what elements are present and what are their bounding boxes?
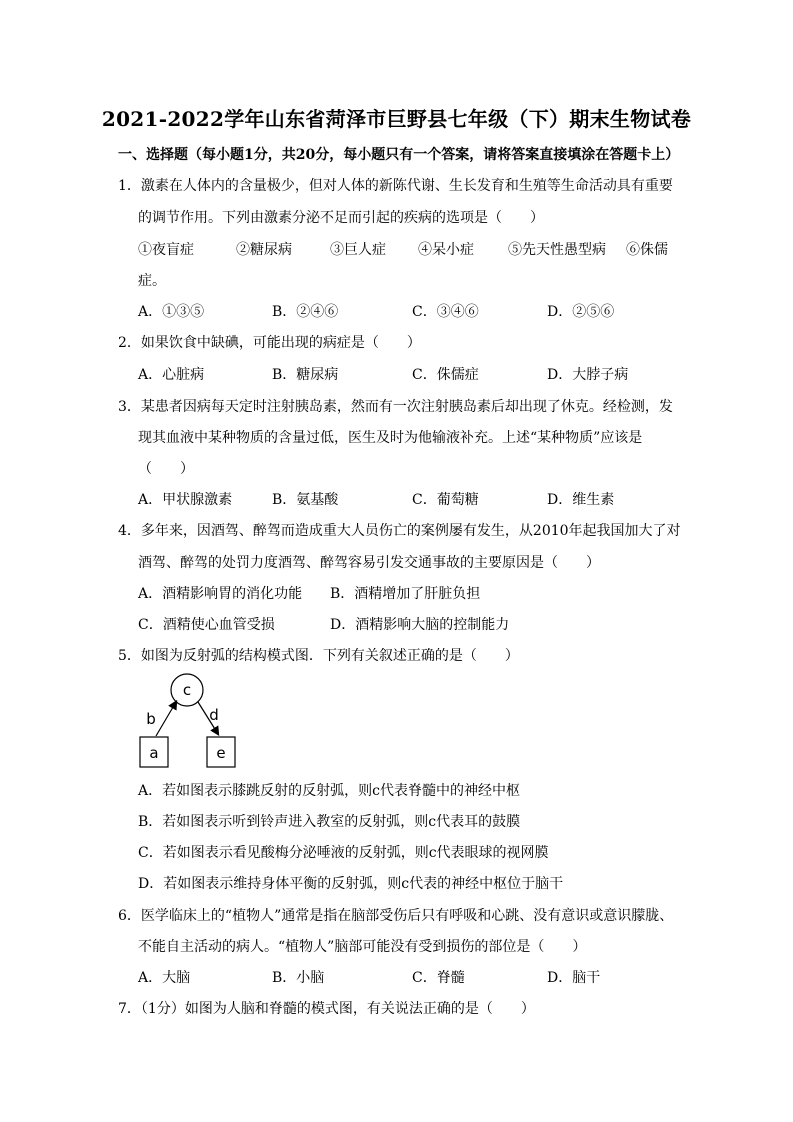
q6-line-1: 6．医学临床上的“植物人”通常是指在脑部受伤后只有呼吸和心跳、没有意识或意识朦胧、 <box>118 908 674 924</box>
node-a-label: a <box>149 744 159 762</box>
section-heading: 一、选择题（每小题1分，共20分，每小题只有一个答案，请将答案直接填涂在答题卡上） <box>118 147 680 163</box>
reflex-arc-diagram <box>132 670 252 780</box>
q2-line-1: 2．如果饮食中缺碘，可能出现的病症是（ ） <box>118 335 421 351</box>
node-c-label: c <box>182 681 192 699</box>
q7-line-1: 7．（1分）如图为人脑和脊髓的模式图，有关说法正确的是（ ） <box>118 1001 535 1017</box>
q5-option-b[interactable]: B．若如图表示听到铃声进入教室的反射弧，则c代表耳的鼓膜 <box>138 814 521 830</box>
q3-option-d[interactable]: D．维生素 <box>547 492 615 508</box>
q2-option-b[interactable]: B．糖尿病 <box>272 367 339 383</box>
q4-option-d[interactable]: D．酒精影响大脑的控制能力 <box>330 617 510 633</box>
q4-option-c[interactable]: C．酒精使心血管受损 <box>138 617 275 633</box>
arrow-b <box>156 702 176 736</box>
edge-b-label: b <box>146 710 156 728</box>
q4-line-1: 4．多年来，因酒驾、醉驾而造成重大人员伤亡的案例屡有发生，从2010年起我国加大了对 <box>118 523 681 539</box>
q1-item: ⑤先天性愚型病 <box>508 242 606 258</box>
q6-option-d[interactable]: D．脑干 <box>547 970 601 986</box>
q2-option-d[interactable]: D．大脖子病 <box>547 367 629 383</box>
q5-line-1: 5．如图为反射弧的结构模式图．下列有关叙述正确的是（ ） <box>118 648 519 664</box>
q3-option-a[interactable]: A．甲状腺激素 <box>138 492 233 508</box>
q1-line-1: 1．激素在人体内的含量极少，但对人体的新陈代谢、生长发育和生殖等生命活动具有重要 <box>118 178 673 194</box>
q1-line-2: 的调节作用。下列由激素分泌不足而引起的疾病的选项是（ ） <box>138 210 544 226</box>
node-e-label: e <box>216 744 226 762</box>
q1-option-b[interactable]: B．②④⑥ <box>272 304 339 320</box>
q2-option-c[interactable]: C．侏儒症 <box>412 367 479 383</box>
q1-item-continuation: 症。 <box>138 273 166 289</box>
q4-option-b[interactable]: B．酒精增加了肝脏负担 <box>330 586 481 602</box>
q3-option-b[interactable]: B．氨基酸 <box>272 492 339 508</box>
q6-option-c[interactable]: C．脊髓 <box>412 970 465 986</box>
q6-option-a[interactable]: A．大脑 <box>138 970 191 986</box>
q1-option-d[interactable]: D．②⑤⑥ <box>547 304 615 320</box>
q1-option-a[interactable]: A．①③⑤ <box>138 304 205 320</box>
q3-line-1: 3．某患者因病每天定时注射胰岛素，然而有一次注射胰岛素后却出现了休克。经检测，发 <box>118 399 673 415</box>
q3-option-c[interactable]: C．葡萄糖 <box>412 492 479 508</box>
q4-option-a[interactable]: A．酒精影响胃的消化功能 <box>138 586 303 602</box>
q1-item: ①夜盲症 <box>138 242 194 258</box>
q1-item: ④呆小症 <box>418 242 474 258</box>
q3-line-3: （ ） <box>138 461 194 477</box>
q1-item: ⑥侏儒 <box>626 242 668 258</box>
q1-item: ②糖尿病 <box>236 242 292 258</box>
exam-title: 2021-2022学年山东省菏泽市巨野县七年级（下）期末生物试卷 <box>101 107 692 131</box>
q5-option-c[interactable]: C．若如图表示看见酸梅分泌唾液的反射弧，则c代表眼球的视网膜 <box>138 845 549 861</box>
q2-option-a[interactable]: A．心脏病 <box>138 367 205 383</box>
q5-option-d[interactable]: D．若如图表示维持身体平衡的反射弧，则c代表的神经中枢位于脑干 <box>138 876 564 892</box>
edge-d-label: d <box>209 706 219 724</box>
q4-line-2: 酒驾、醉驾的处罚力度酒驾、醉驾容易引发交通事故的主要原因是（ ） <box>138 555 600 571</box>
q5-option-a[interactable]: A．若如图表示膝跳反射的反射弧，则c代表脊髓中的神经中枢 <box>138 783 520 799</box>
q1-item: ③巨人症 <box>330 242 386 258</box>
q6-option-b[interactable]: B．小脑 <box>272 970 325 986</box>
q1-option-c[interactable]: C．③④⑥ <box>412 304 479 320</box>
q6-line-2: 不能自主活动的病人。“植物人”脑部可能没有受到损伤的部位是（ ） <box>138 939 587 955</box>
q3-line-2: 现其血液中某种物质的含量过低，医生及时为他输液补充。上述“某种物质”应该是 <box>138 430 643 446</box>
